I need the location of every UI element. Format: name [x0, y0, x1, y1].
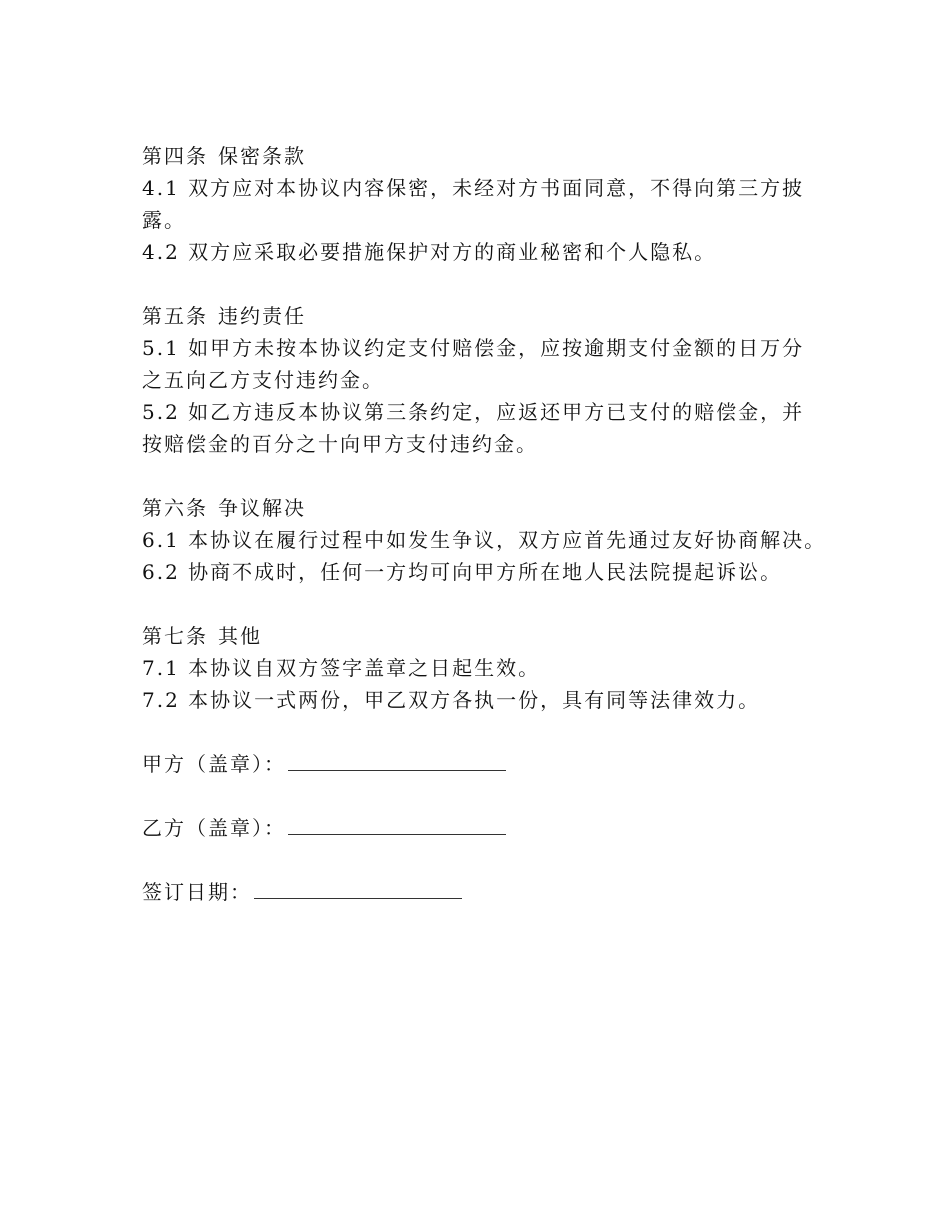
date-signature-line	[254, 876, 462, 899]
party-a-label: 甲方（盖章）：	[142, 752, 286, 776]
date-label: 签订日期：	[142, 880, 252, 904]
section-article-7	[142, 620, 842, 716]
clause-line: 5.2 如乙方违反本协议第三条约定，应返还甲方已支付的赔偿金，并	[142, 400, 805, 424]
clause-line: 7.1 本协议自双方签字盖章之日起生效。	[142, 656, 541, 680]
clause-line: 5.1 如甲方未按本协议约定支付赔偿金，应按逾期支付金额的日万分	[142, 336, 805, 360]
section-article-6	[142, 492, 842, 588]
clause-line: 4.1 双方应对本协议内容保密，未经对方书面同意，不得向第三方披	[142, 176, 805, 200]
section-title: 第七条	[142, 624, 208, 648]
section-heading	[142, 492, 842, 524]
clause-line: 7.2 本协议一式两份，甲乙双方各执一份，具有同等法律效力。	[142, 688, 761, 712]
party-b-signature	[142, 812, 842, 844]
section-subtitle: 其他	[218, 624, 262, 648]
clause-line: 6.1 本协议在履行过程中如发生争议，双方应首先通过友好协商解决。	[142, 528, 827, 552]
party-a-signature-line	[288, 748, 506, 771]
party-b-signature-line	[288, 812, 506, 835]
section-heading	[142, 620, 842, 652]
section-article-4	[142, 140, 842, 268]
signing-date	[142, 876, 842, 908]
clause-line: 之五向乙方支付违约金。	[142, 368, 384, 392]
clause-line: 4.2 双方应采取必要措施保护对方的商业秘密和个人隐私。	[142, 240, 717, 264]
party-a-signature	[142, 748, 842, 780]
section-heading	[142, 140, 842, 172]
section-subtitle: 违约责任	[218, 304, 306, 328]
clause-line: 露。	[142, 208, 186, 232]
section-title: 第五条	[142, 304, 208, 328]
section-title: 第六条	[142, 496, 208, 520]
section-subtitle: 争议解决	[218, 496, 306, 520]
clause-line: 按赔偿金的百分之十向甲方支付违约金。	[142, 432, 538, 456]
clause-line: 6.2 协商不成时，任何一方均可向甲方所在地人民法院提起诉讼。	[142, 560, 783, 584]
section-heading	[142, 300, 842, 332]
section-subtitle: 保密条款	[218, 144, 306, 168]
section-article-5	[142, 300, 842, 460]
party-b-label: 乙方（盖章）：	[142, 816, 286, 840]
document-body	[142, 140, 842, 908]
section-title: 第四条	[142, 144, 208, 168]
signature-block	[142, 748, 842, 908]
